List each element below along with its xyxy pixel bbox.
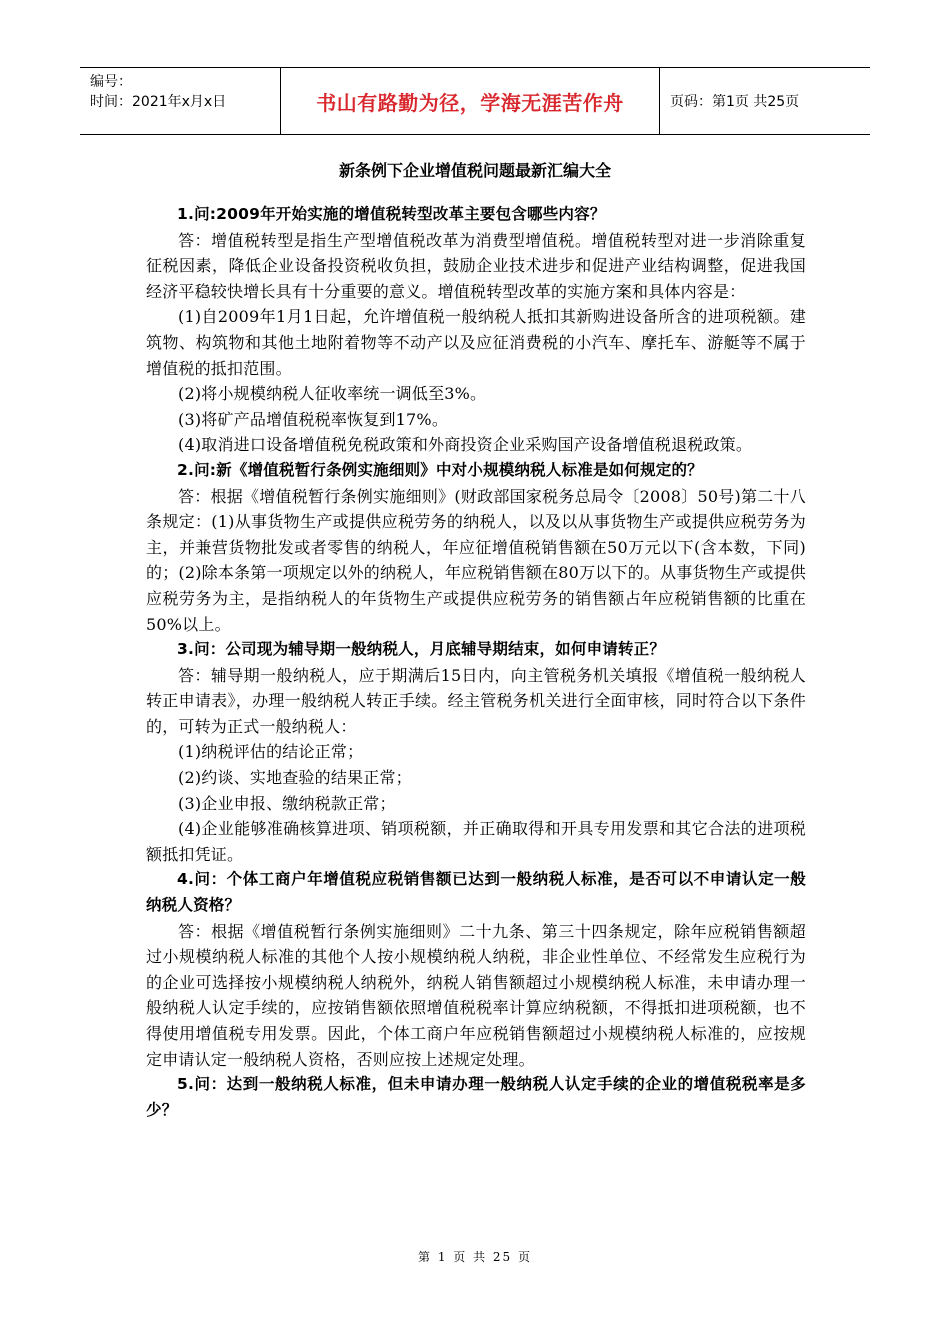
answer-paragraph: 答：增值税转型是指生产型增值税改革为消费型增值税。增值税转型对进一步消除重复征税因素，降低企业设备投资税收负担，鼓励企业技术进步和促进产业结构调整，促进我国经济平稳较快增长具有十分重要的意义。增值税转型改革的实施方案和具体内容是：	[146, 230, 806, 301]
document-title: 新条例下企业增值税问题最新汇编大全	[338, 161, 611, 180]
answer-paragraph: (1)自2009年1月1日起，允许增值税一般纳税人抵扣其新购进设备所含的进项税额。建筑物、构筑物和其他土地附着物等不动产以及应征消费税的小汽车、摩托车、游艇等不属于增值税的抵扣范围。	[146, 307, 806, 378]
answer-paragraph: 答：根据《增值税暂行条例实施细则》(财政部国家税务总局令〔2008〕50号)第二十八条规定：(1)从事货物生产或提供应税劳务的纳税人，以及以从事货物生产或提供应税劳务为主，并兼营货物批发或者零售的纳税人，年应征增值税销售额在50万元以下(含本数，下同)的；(2)除本条第一项规定以外的纳税人，年应税销售额在80万以下的。从事货物生产或提供应税劳务为主，是指纳税人的年货物生产或提供应税劳务的销售额占年应税销售额的比重在50%以上。	[146, 486, 806, 634]
question-paragraph: 3.问：公司现为辅导期一般纳税人，月底辅导期结束，如何申请转正？	[177, 640, 666, 659]
answer-paragraph: (1)纳税评估的结论正常；	[178, 742, 364, 762]
answer-paragraph: (3)企业申报、缴纳税款正常；	[178, 793, 396, 813]
answer-paragraph: (4)取消进口设备增值税免税政策和外商投资企业采购国产设备增值税退税政策。	[178, 435, 753, 455]
answer-paragraph: 答：辅导期一般纳税人，应于期满后15日内，向主管税务机关填报《增值税一般纳税人转正申请表》，办理一般纳税人转正手续。经主管税务机关进行全面审核，同时符合以下条件的，可转为正式一般纳税人：	[146, 665, 806, 736]
document-number-label: 编号：	[90, 74, 132, 90]
answer-paragraph: (4)企业能够准确核算进项、销项税额，并正确取得和开具专用发票和其它合法的进项税额抵扣凭证。	[146, 819, 806, 864]
question-paragraph: 4.问：个体工商户年增值税应税销售额已达到一般纳税人标准，是否可以不申请认定一般纳税人资格？	[146, 870, 806, 915]
answer-paragraph: (3)将矿产品增值税税率恢复到17%。	[178, 409, 449, 429]
answer-paragraph: (2)将小规模纳税人征收率统一调低至3%。	[178, 384, 487, 404]
header-motto: 书山有路勤为径，学海无涯苦作舟	[280, 68, 660, 134]
document-time-label: 时间：2021年x月x日	[90, 94, 227, 110]
question-paragraph: 2.问:新《增值税暂行条例实施细则》中对小规模纳税人标准是如何规定的？	[177, 460, 703, 479]
answer-paragraph: (2)约谈、实地查验的结果正常；	[178, 768, 412, 788]
page-footer: 第 1 页 共 25 页	[418, 1250, 532, 1264]
answer-paragraph: 答：根据《增值税暂行条例实施细则》二十九条、第三十四条规定，除年应税销售额超过小规模纳税人标准的其他个人按小规模纳税人纳税，非企业性单位、不经常发生应税行为的企业可选择按小规模纳税人纳税外，纳税人销售额超过小规模纳税人标准，未申请办理一般纳税人认定手续的，应按销售额依照增值税税率计算应纳税额，不得抵扣进项税额，也不得使用增值税专用发票。因此，个体工商户年应税销售额超过小规模纳税人标准的，应按规定申请认定一般纳税人资格，否则应按上述规定处理。	[146, 921, 806, 1069]
header-page-info: 页码：第1页 共25页	[670, 94, 800, 110]
question-paragraph: 5.问：达到一般纳税人标准，但未申请办理一般纳税人认定手续的企业的增值税税率是多少？	[146, 1075, 806, 1119]
question-paragraph: 1.问:2009年开始实施的增值税转型改革主要包含哪些内容？	[177, 205, 606, 223]
document-body	[146, 202, 806, 1123]
document-header	[80, 67, 870, 135]
header-meta	[80, 68, 280, 134]
